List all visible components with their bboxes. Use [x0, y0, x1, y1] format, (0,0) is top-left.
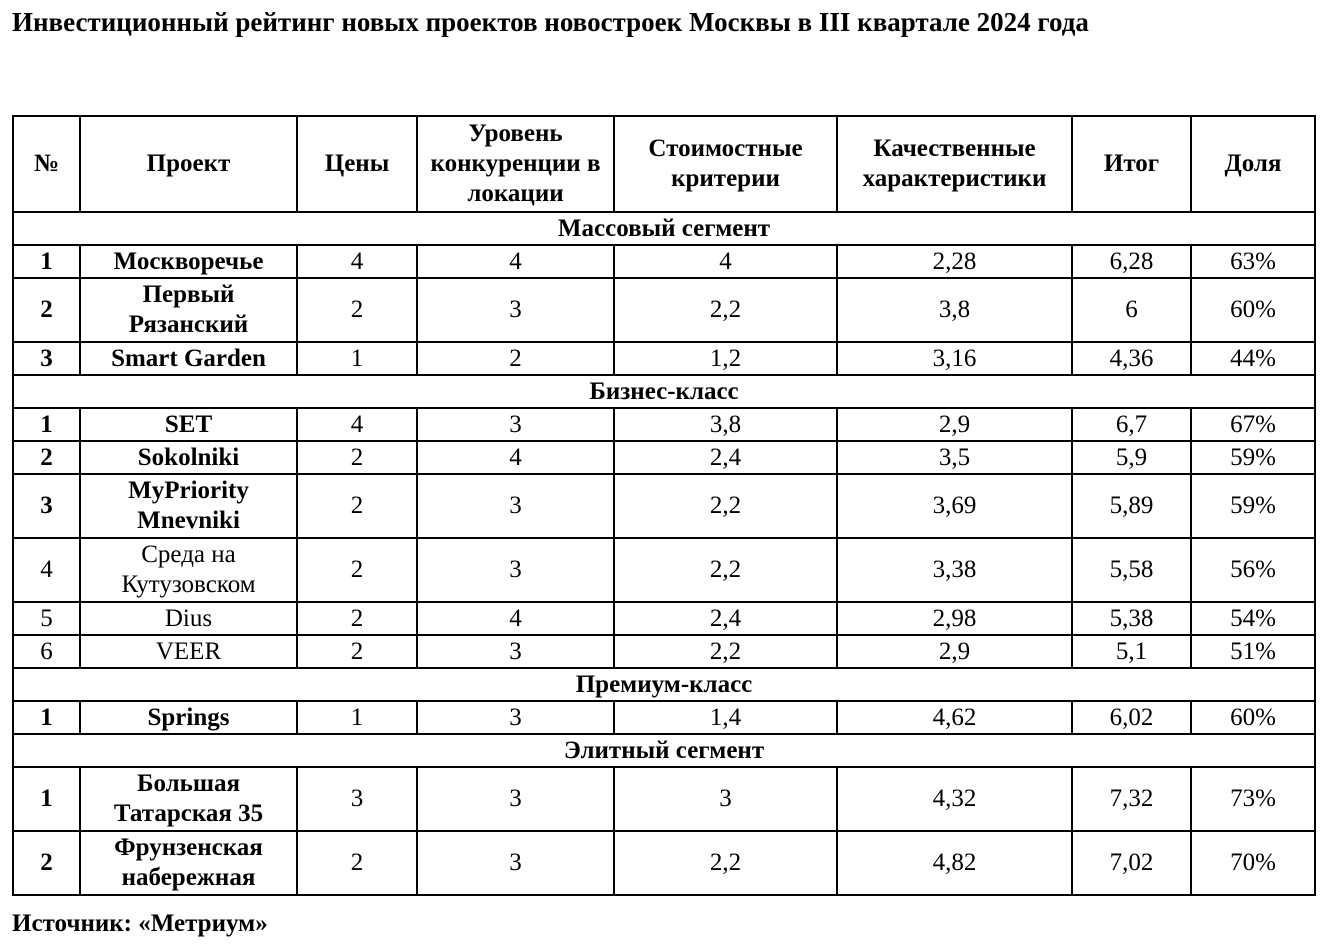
table-row: [13, 408, 1315, 441]
cell-quality: 4,32: [837, 767, 1072, 831]
cell-total: 5,9: [1072, 441, 1191, 474]
cell-num: 1: [13, 701, 80, 734]
cell-prices: 2: [297, 602, 417, 635]
cell-quality: 3,8: [837, 278, 1072, 342]
cell-share: 63%: [1191, 245, 1315, 278]
cell-project: Большая Татарская 35: [80, 767, 297, 831]
table-row: [13, 278, 1315, 342]
cell-prices: 1: [297, 342, 417, 375]
cell-share: 51%: [1191, 635, 1315, 668]
cell-total: 5,58: [1072, 538, 1191, 602]
cell-competition: 3: [417, 635, 614, 668]
cell-prices: 2: [297, 831, 417, 895]
cell-competition: 3: [417, 767, 614, 831]
cell-share: 44%: [1191, 342, 1315, 375]
cell-share: 70%: [1191, 831, 1315, 895]
header-quality: Качественные характеристики: [837, 116, 1072, 212]
cell-prices: 2: [297, 538, 417, 602]
cell-prices: 4: [297, 408, 417, 441]
cell-prices: 2: [297, 441, 417, 474]
cell-competition: 3: [417, 278, 614, 342]
cell-cost: 1,4: [614, 701, 837, 734]
cell-prices: 4: [297, 245, 417, 278]
cell-num: 5: [13, 602, 80, 635]
table-row: [13, 831, 1315, 895]
cell-competition: 3: [417, 538, 614, 602]
cell-num: 4: [13, 538, 80, 602]
cell-competition: 3: [417, 831, 614, 895]
cell-total: 7,02: [1072, 831, 1191, 895]
cell-prices: 3: [297, 767, 417, 831]
cell-quality: 4,62: [837, 701, 1072, 734]
cell-quality: 2,9: [837, 635, 1072, 668]
cell-cost: 2,2: [614, 635, 837, 668]
segment-row-elite: [13, 734, 1315, 767]
table-row: [13, 602, 1315, 635]
cell-total: 6,28: [1072, 245, 1191, 278]
cell-share: 59%: [1191, 474, 1315, 538]
cell-share: 73%: [1191, 767, 1315, 831]
cell-quality: 4,82: [837, 831, 1072, 895]
cell-cost: 2,2: [614, 474, 837, 538]
segment-row-mass: [13, 212, 1315, 245]
table-row: [13, 441, 1315, 474]
cell-competition: 2: [417, 342, 614, 375]
cell-quality: 2,98: [837, 602, 1072, 635]
segment-title: Массовый сегмент: [13, 212, 1315, 245]
header-cost: Стоимостные критерии: [614, 116, 837, 212]
cell-share: 59%: [1191, 441, 1315, 474]
header-row: [13, 116, 1315, 212]
cell-total: 7,32: [1072, 767, 1191, 831]
cell-competition: 4: [417, 245, 614, 278]
cell-quality: 2,9: [837, 408, 1072, 441]
cell-num: 1: [13, 245, 80, 278]
cell-project: SET: [80, 408, 297, 441]
table-row: [13, 474, 1315, 538]
cell-project: Dius: [80, 602, 297, 635]
cell-cost: 3: [614, 767, 837, 831]
table-row: [13, 245, 1315, 278]
cell-num: 6: [13, 635, 80, 668]
cell-num: 2: [13, 278, 80, 342]
cell-prices: 2: [297, 278, 417, 342]
cell-project: Springs: [80, 701, 297, 734]
cell-cost: 2,4: [614, 602, 837, 635]
cell-cost: 3,8: [614, 408, 837, 441]
cell-total: 6,02: [1072, 701, 1191, 734]
cell-share: 54%: [1191, 602, 1315, 635]
cell-num: 2: [13, 831, 80, 895]
cell-share: 56%: [1191, 538, 1315, 602]
cell-project: Sokolniki: [80, 441, 297, 474]
cell-num: 1: [13, 767, 80, 831]
cell-project: Первый Рязанский: [80, 278, 297, 342]
cell-total: 5,38: [1072, 602, 1191, 635]
header-project: Проект: [80, 116, 297, 212]
cell-quality: 2,28: [837, 245, 1072, 278]
table-row: [13, 538, 1315, 602]
header-prices: Цены: [297, 116, 417, 212]
segment-row-business: [13, 375, 1315, 408]
cell-project: Москворечье: [80, 245, 297, 278]
cell-competition: 4: [417, 602, 614, 635]
cell-quality: 3,16: [837, 342, 1072, 375]
segment-title: Элитный сегмент: [13, 734, 1315, 767]
page-title: Инвестиционный рейтинг новых проектов новостроек Москвы в III квартале 2024 года: [12, 7, 1089, 37]
cell-cost: 2,4: [614, 441, 837, 474]
cell-num: 3: [13, 342, 80, 375]
cell-project: Среда на Кутузовском: [80, 538, 297, 602]
cell-cost: 1,2: [614, 342, 837, 375]
cell-competition: 3: [417, 408, 614, 441]
cell-prices: 2: [297, 474, 417, 538]
header-share: Доля: [1191, 116, 1315, 212]
table-row: [13, 767, 1315, 831]
cell-cost: 2,2: [614, 538, 837, 602]
segment-title: Премиум-класс: [13, 668, 1315, 701]
cell-cost: 2,2: [614, 831, 837, 895]
cell-num: 1: [13, 408, 80, 441]
cell-quality: 3,69: [837, 474, 1072, 538]
cell-share: 67%: [1191, 408, 1315, 441]
cell-total: 5,89: [1072, 474, 1191, 538]
cell-competition: 4: [417, 441, 614, 474]
cell-project: Smart Garden: [80, 342, 297, 375]
segment-title: Бизнес-класс: [13, 375, 1315, 408]
header-competition: Уровень конкуренции в локации: [417, 116, 614, 212]
cell-prices: 2: [297, 635, 417, 668]
cell-total: 6,7: [1072, 408, 1191, 441]
cell-total: 6: [1072, 278, 1191, 342]
table-row: [13, 701, 1315, 734]
cell-cost: 4: [614, 245, 837, 278]
cell-share: 60%: [1191, 278, 1315, 342]
source-note: Источник: «Метриум»: [12, 910, 268, 937]
cell-prices: 1: [297, 701, 417, 734]
cell-num: 3: [13, 474, 80, 538]
cell-num: 2: [13, 441, 80, 474]
header-num: №: [13, 116, 80, 212]
cell-competition: 3: [417, 474, 614, 538]
cell-cost: 2,2: [614, 278, 837, 342]
cell-total: 4,36: [1072, 342, 1191, 375]
table-row: [13, 635, 1315, 668]
cell-share: 60%: [1191, 701, 1315, 734]
cell-total: 5,1: [1072, 635, 1191, 668]
cell-project: VEER: [80, 635, 297, 668]
header-total: Итог: [1072, 116, 1191, 212]
cell-competition: 3: [417, 701, 614, 734]
cell-quality: 3,5: [837, 441, 1072, 474]
table-row: [13, 342, 1315, 375]
segment-row-premium: [13, 668, 1315, 701]
cell-project: Фрунзенская набережная: [80, 831, 297, 895]
cell-project: MyPriority Mnevniki: [80, 474, 297, 538]
rating-table: [12, 115, 1316, 896]
cell-quality: 3,38: [837, 538, 1072, 602]
